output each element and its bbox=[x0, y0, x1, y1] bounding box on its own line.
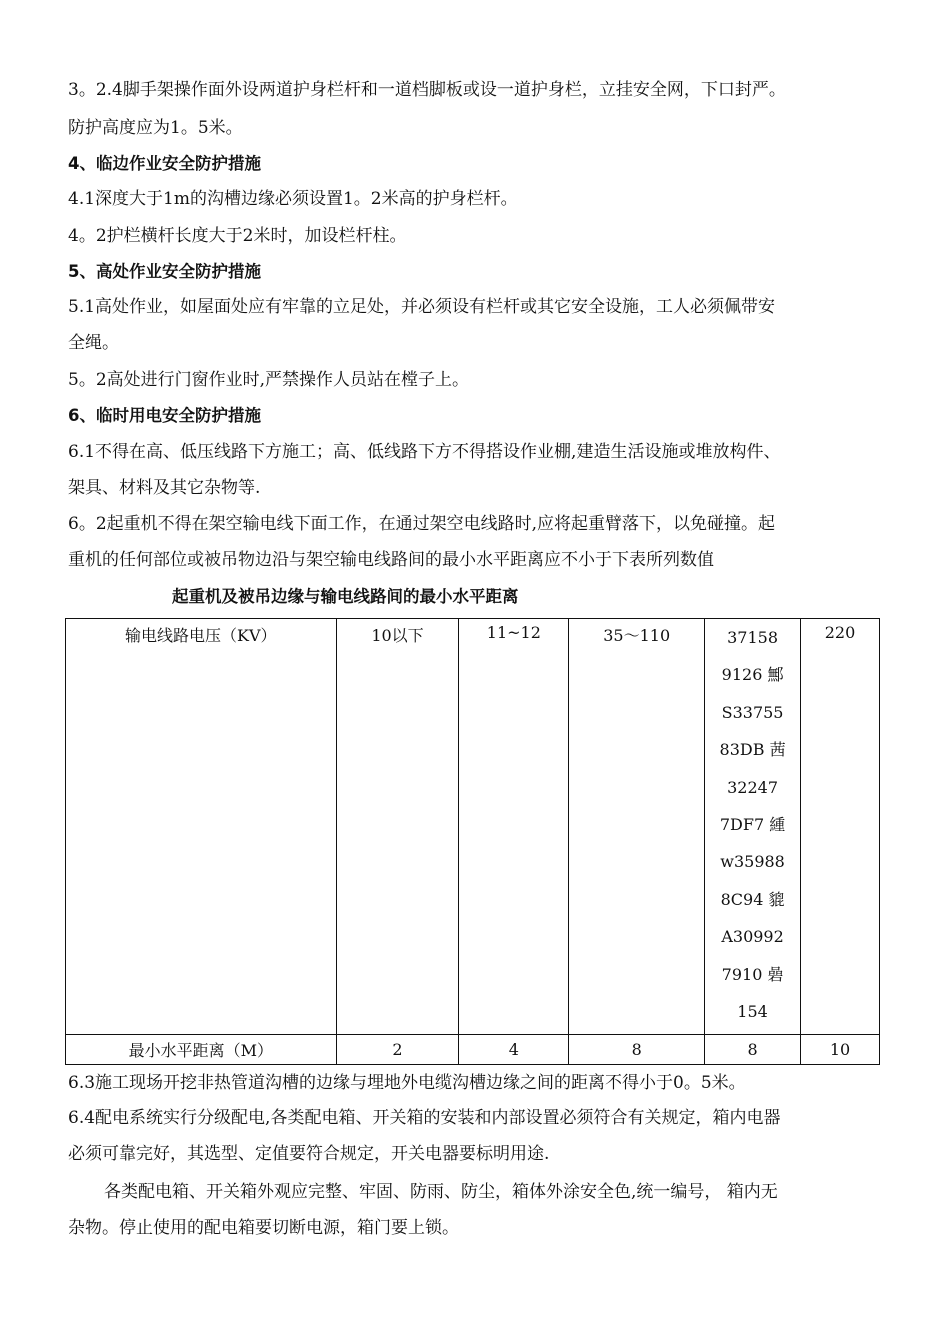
table-row-distance bbox=[66, 1035, 880, 1065]
stacked-line: w35988 bbox=[720, 852, 785, 872]
section-heading-6: 6、临时用电安全防护措施 bbox=[68, 406, 261, 425]
paragraph-5-2: 5。2高处进行门窗作业时,严禁操作人员站在樘子上。 bbox=[68, 370, 470, 390]
stacked-line: S33755 bbox=[721, 702, 784, 722]
stacked-line: 8C94 貔 bbox=[720, 889, 785, 909]
paragraph-3-2-4: 3。2.4脚手架操作面外设两道护身栏杆和一道档脚板或设一道护身栏，立挂安全网，下口封严。 bbox=[68, 80, 786, 100]
voltage-cell: 11~12 bbox=[459, 619, 569, 1035]
table-row-voltage bbox=[66, 619, 880, 1035]
paragraph-4-1: 4.1深度大于1m的沟槽边缘必须设置1。2米高的护身栏杆。 bbox=[68, 189, 518, 209]
stacked-text bbox=[707, 619, 798, 1030]
table-caption: 起重机及被吊边缘与输电线路间的最小水平距离 bbox=[172, 587, 519, 606]
paragraph-4-2: 4。2护栏横杆长度大于2米时，加设栏杆柱。 bbox=[68, 226, 407, 246]
stacked-line: 32247 bbox=[727, 777, 779, 797]
voltage-cell: 35～110 bbox=[569, 619, 705, 1035]
section-heading-4: 4、临边作业安全防护措施 bbox=[68, 154, 261, 173]
header-voltage-label: 输电线路电压（KV） bbox=[66, 619, 337, 1035]
distance-cell: 4 bbox=[459, 1035, 569, 1065]
paragraph-6-1: 6.1不得在高、低压线路下方施工；高、低线路下方不得搭设作业棚,建造生活设施或堆放构件、 bbox=[68, 442, 781, 462]
paragraph-indent: 各类配电箱、开关箱外观应完整、牢固、防雨、防尘，箱体外涂安全色,统一编号， 箱内无 bbox=[104, 1182, 778, 1202]
paragraph-6-4-cont: 必须可靠完好，其选型、定值要符合规定，开关电器要标明用途. bbox=[68, 1144, 550, 1164]
paragraph-6-3: 6.3施工现场开挖非热管道沟槽的边缘与埋地外电缆沟槽边缘之间的距离不得小于0。5米。 bbox=[68, 1073, 746, 1093]
voltage-cell-stacked bbox=[705, 619, 801, 1035]
stacked-line: 9126 鄦 bbox=[721, 665, 784, 685]
voltage-cell: 220 bbox=[801, 619, 880, 1035]
paragraph-6-2: 6。2起重机不得在架空输电线下面工作，在通过架空电线路时,应将起重臂落下，以免碰撞。起 bbox=[68, 514, 776, 534]
voltage-cell: 10以下 bbox=[336, 619, 459, 1035]
distance-cell: 8 bbox=[569, 1035, 705, 1065]
paragraph-5-1: 5.1高处作业，如屋面处应有牢靠的立足处，并必须设有栏杆或其它安全设施，工人必须佩带安 bbox=[68, 297, 776, 317]
distance-cell: 8 bbox=[705, 1035, 801, 1065]
paragraph-6-2-cont: 重机的任何部位或被吊物边沿与架空输电线路间的最小水平距离应不小于下表所列数值 bbox=[68, 550, 714, 570]
stacked-line: 7DF7 緟 bbox=[719, 815, 786, 835]
paragraph-6-1-cont: 架具、材料及其它杂物等. bbox=[68, 478, 261, 498]
paragraph-5-1-cont: 全绳。 bbox=[68, 333, 119, 353]
stacked-line: 7910 碞 bbox=[721, 964, 784, 984]
paragraph-3-2-4-cont: 防护高度应为1。5米。 bbox=[68, 118, 243, 138]
paragraph-6-4: 6.4配电系统实行分级配电,各类配电箱、开关箱的安装和内部设置必须符合有关规定，箱内电器 bbox=[68, 1108, 781, 1128]
distance-cell: 2 bbox=[336, 1035, 459, 1065]
stacked-line: 83DB 茜 bbox=[719, 740, 786, 760]
distance-cell: 10 bbox=[801, 1035, 880, 1065]
distance-table bbox=[65, 618, 880, 1065]
stacked-line: A30992 bbox=[721, 927, 784, 947]
distance-label: 最小水平距离（M） bbox=[66, 1035, 337, 1065]
stacked-line: 37158 bbox=[727, 628, 779, 647]
stacked-line: 154 bbox=[737, 1002, 768, 1022]
paragraph-indent-cont: 杂物。停止使用的配电箱要切断电源，箱门要上锁。 bbox=[68, 1218, 459, 1238]
section-heading-5: 5、高处作业安全防护措施 bbox=[68, 262, 261, 281]
